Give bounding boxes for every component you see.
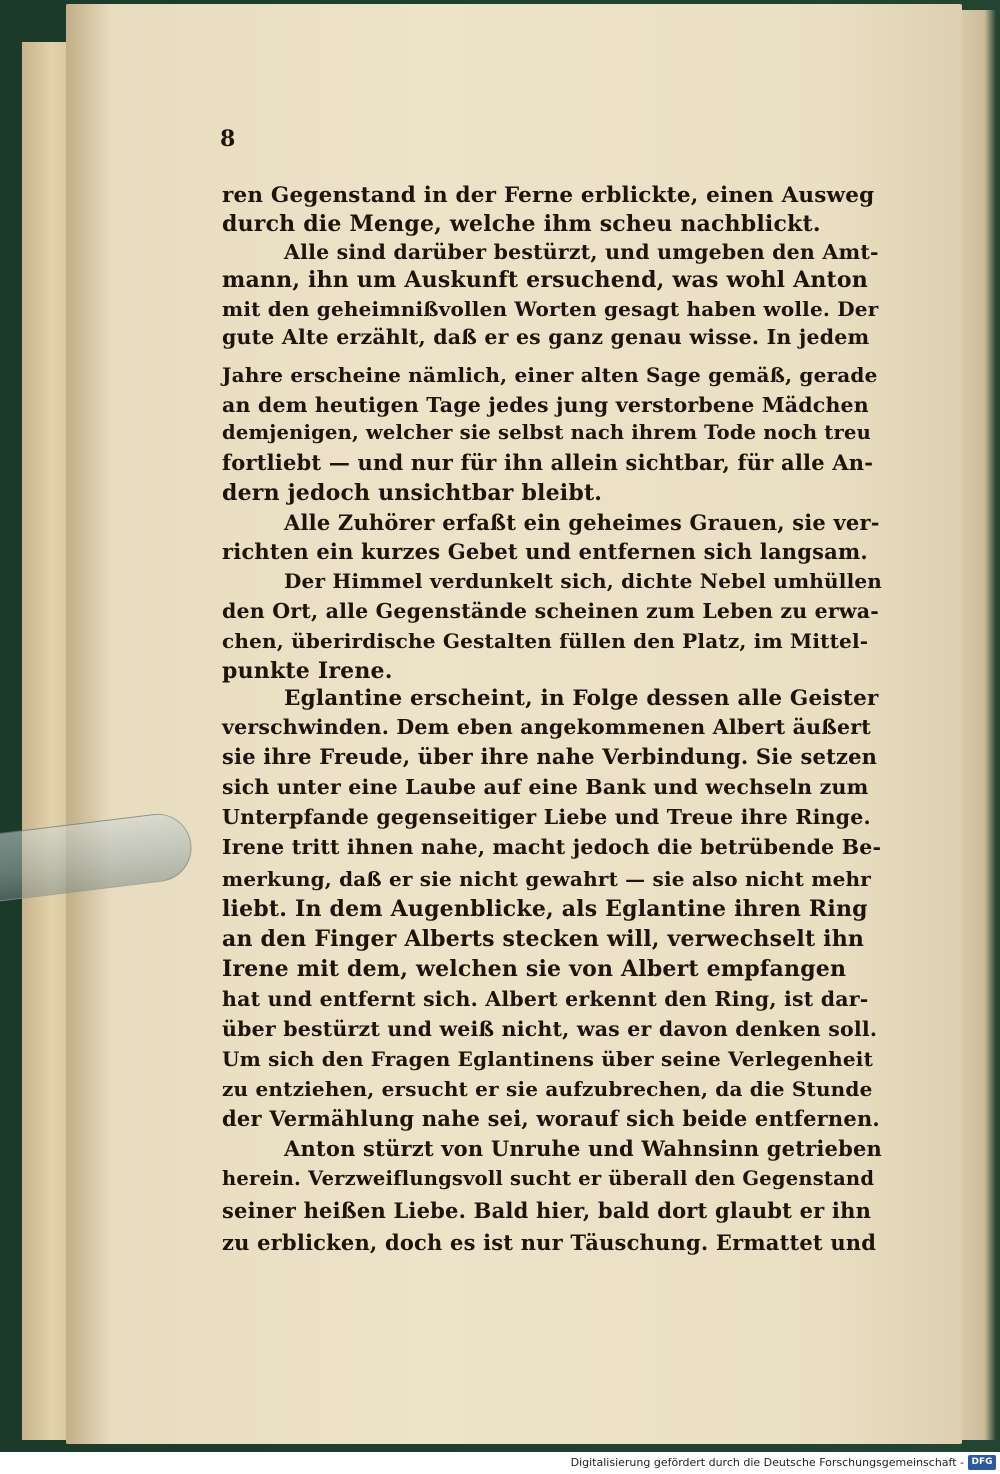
page-edge-left [22, 42, 72, 1440]
text-line: durch die Menge, welche ihm scheu nachblickt. [222, 211, 821, 237]
text-line: liebt. In dem Augenblicke, als Eglantine ihren Ring [222, 896, 868, 922]
text-line: sie ihre Freude, über ihre nahe Verbindung. Sie setzen [222, 744, 878, 769]
text-line: dern jedoch unsichtbar bleibt. [222, 480, 603, 506]
text-line: der Vermählung nahe sei, worauf sich beide entfernen. [222, 1106, 880, 1131]
text-line: Irene tritt ihnen nahe, macht jedoch die betrübende Be- [222, 835, 882, 859]
text-line: punkte Irene. [222, 658, 393, 684]
text-line: Alle sind darüber bestürzt, und umgeben den Amt- [284, 240, 879, 264]
footer-credit: Digitalisierung gefördert durch die Deutsche Forschungsgemeinschaft - [570, 1456, 964, 1469]
text-line: seiner heißen Liebe. Bald hier, bald dort glaubt er ihn [222, 1198, 872, 1223]
text-line: gute Alte erzählt, daß er es ganz genau wisse. In jedem [222, 325, 870, 349]
text-line: richten ein kurzes Gebet und entfernen sich langsam. [222, 539, 868, 564]
page-number: 8 [220, 126, 236, 152]
text-line: Jahre erscheine nämlich, einer alten Sage gemäß, gerade [222, 363, 878, 387]
text-line: mit den geheimnißvollen Worten gesagt haben wolle. Der [222, 297, 879, 321]
text-line: an den Finger Alberts stecken will, verwechselt ihn [222, 926, 865, 952]
text-line: demjenigen, welcher sie selbst nach ihrem Tode noch treu [222, 421, 871, 444]
text-line: Irene mit dem, welchen sie von Albert empfangen [222, 956, 847, 982]
text-line: den Ort, alle Gegenstände scheinen zum Leben zu erwa- [222, 599, 879, 623]
text-line: merkung, daß er sie nicht gewahrt — sie also nicht mehr [222, 867, 872, 891]
text-line: hat und entfernt sich. Albert erkennt den Ring, ist dar- [222, 987, 869, 1011]
text-line: an dem heutigen Tage jedes jung verstorbene Mädchen [222, 393, 869, 417]
text-line: Anton stürzt von Unruhe und Wahnsinn getrieben [284, 1136, 883, 1161]
text-line: über bestürzt und weiß nicht, was er davon denken soll. [222, 1017, 878, 1041]
text-line: zu erblicken, doch es ist nur Täuschung. Ermattet und [222, 1230, 877, 1255]
text-line: zu entziehen, ersucht er sie aufzubrechen, da die Stunde [222, 1077, 873, 1101]
text-line: sich unter eine Laube auf eine Bank und wechseln zum [222, 775, 869, 799]
text-line: herein. Verzweiflungsvoll sucht er überall den Gegenstand [222, 1167, 875, 1190]
text-line: verschwinden. Dem eben angekommenen Albert äußert [222, 715, 871, 739]
text-line: Der Himmel verdunkelt sich, dichte Nebel umhüllen [284, 569, 883, 593]
page-edge-right [958, 10, 996, 1440]
text-line: Eglantine erscheint, in Folge dessen alle Geister [284, 686, 879, 711]
dfg-logo: DFG [968, 1455, 996, 1470]
footer-credit-bar [0, 1452, 1000, 1474]
text-line: Um sich den Fragen Eglantinens über seine Verlegenheit [222, 1047, 874, 1071]
text-line: Alle Zuhörer erfaßt ein geheimes Grauen, sie ver- [284, 510, 880, 535]
text-line: fortliebt — und nur für ihn allein sichtbar, für alle An- [222, 450, 874, 475]
page-gutter-shade [66, 4, 110, 1444]
text-line: chen, überirdische Gestalten füllen den Platz, im Mittel- [222, 629, 869, 653]
text-line: Unterpfande gegenseitiger Liebe und Treue ihre Ringe. [222, 805, 871, 829]
text-line: ren Gegenstand in der Ferne erblickte, einen Ausweg [222, 183, 875, 208]
text-line: mann, ihn um Auskunft ersuchend, was wohl Anton [222, 267, 868, 293]
